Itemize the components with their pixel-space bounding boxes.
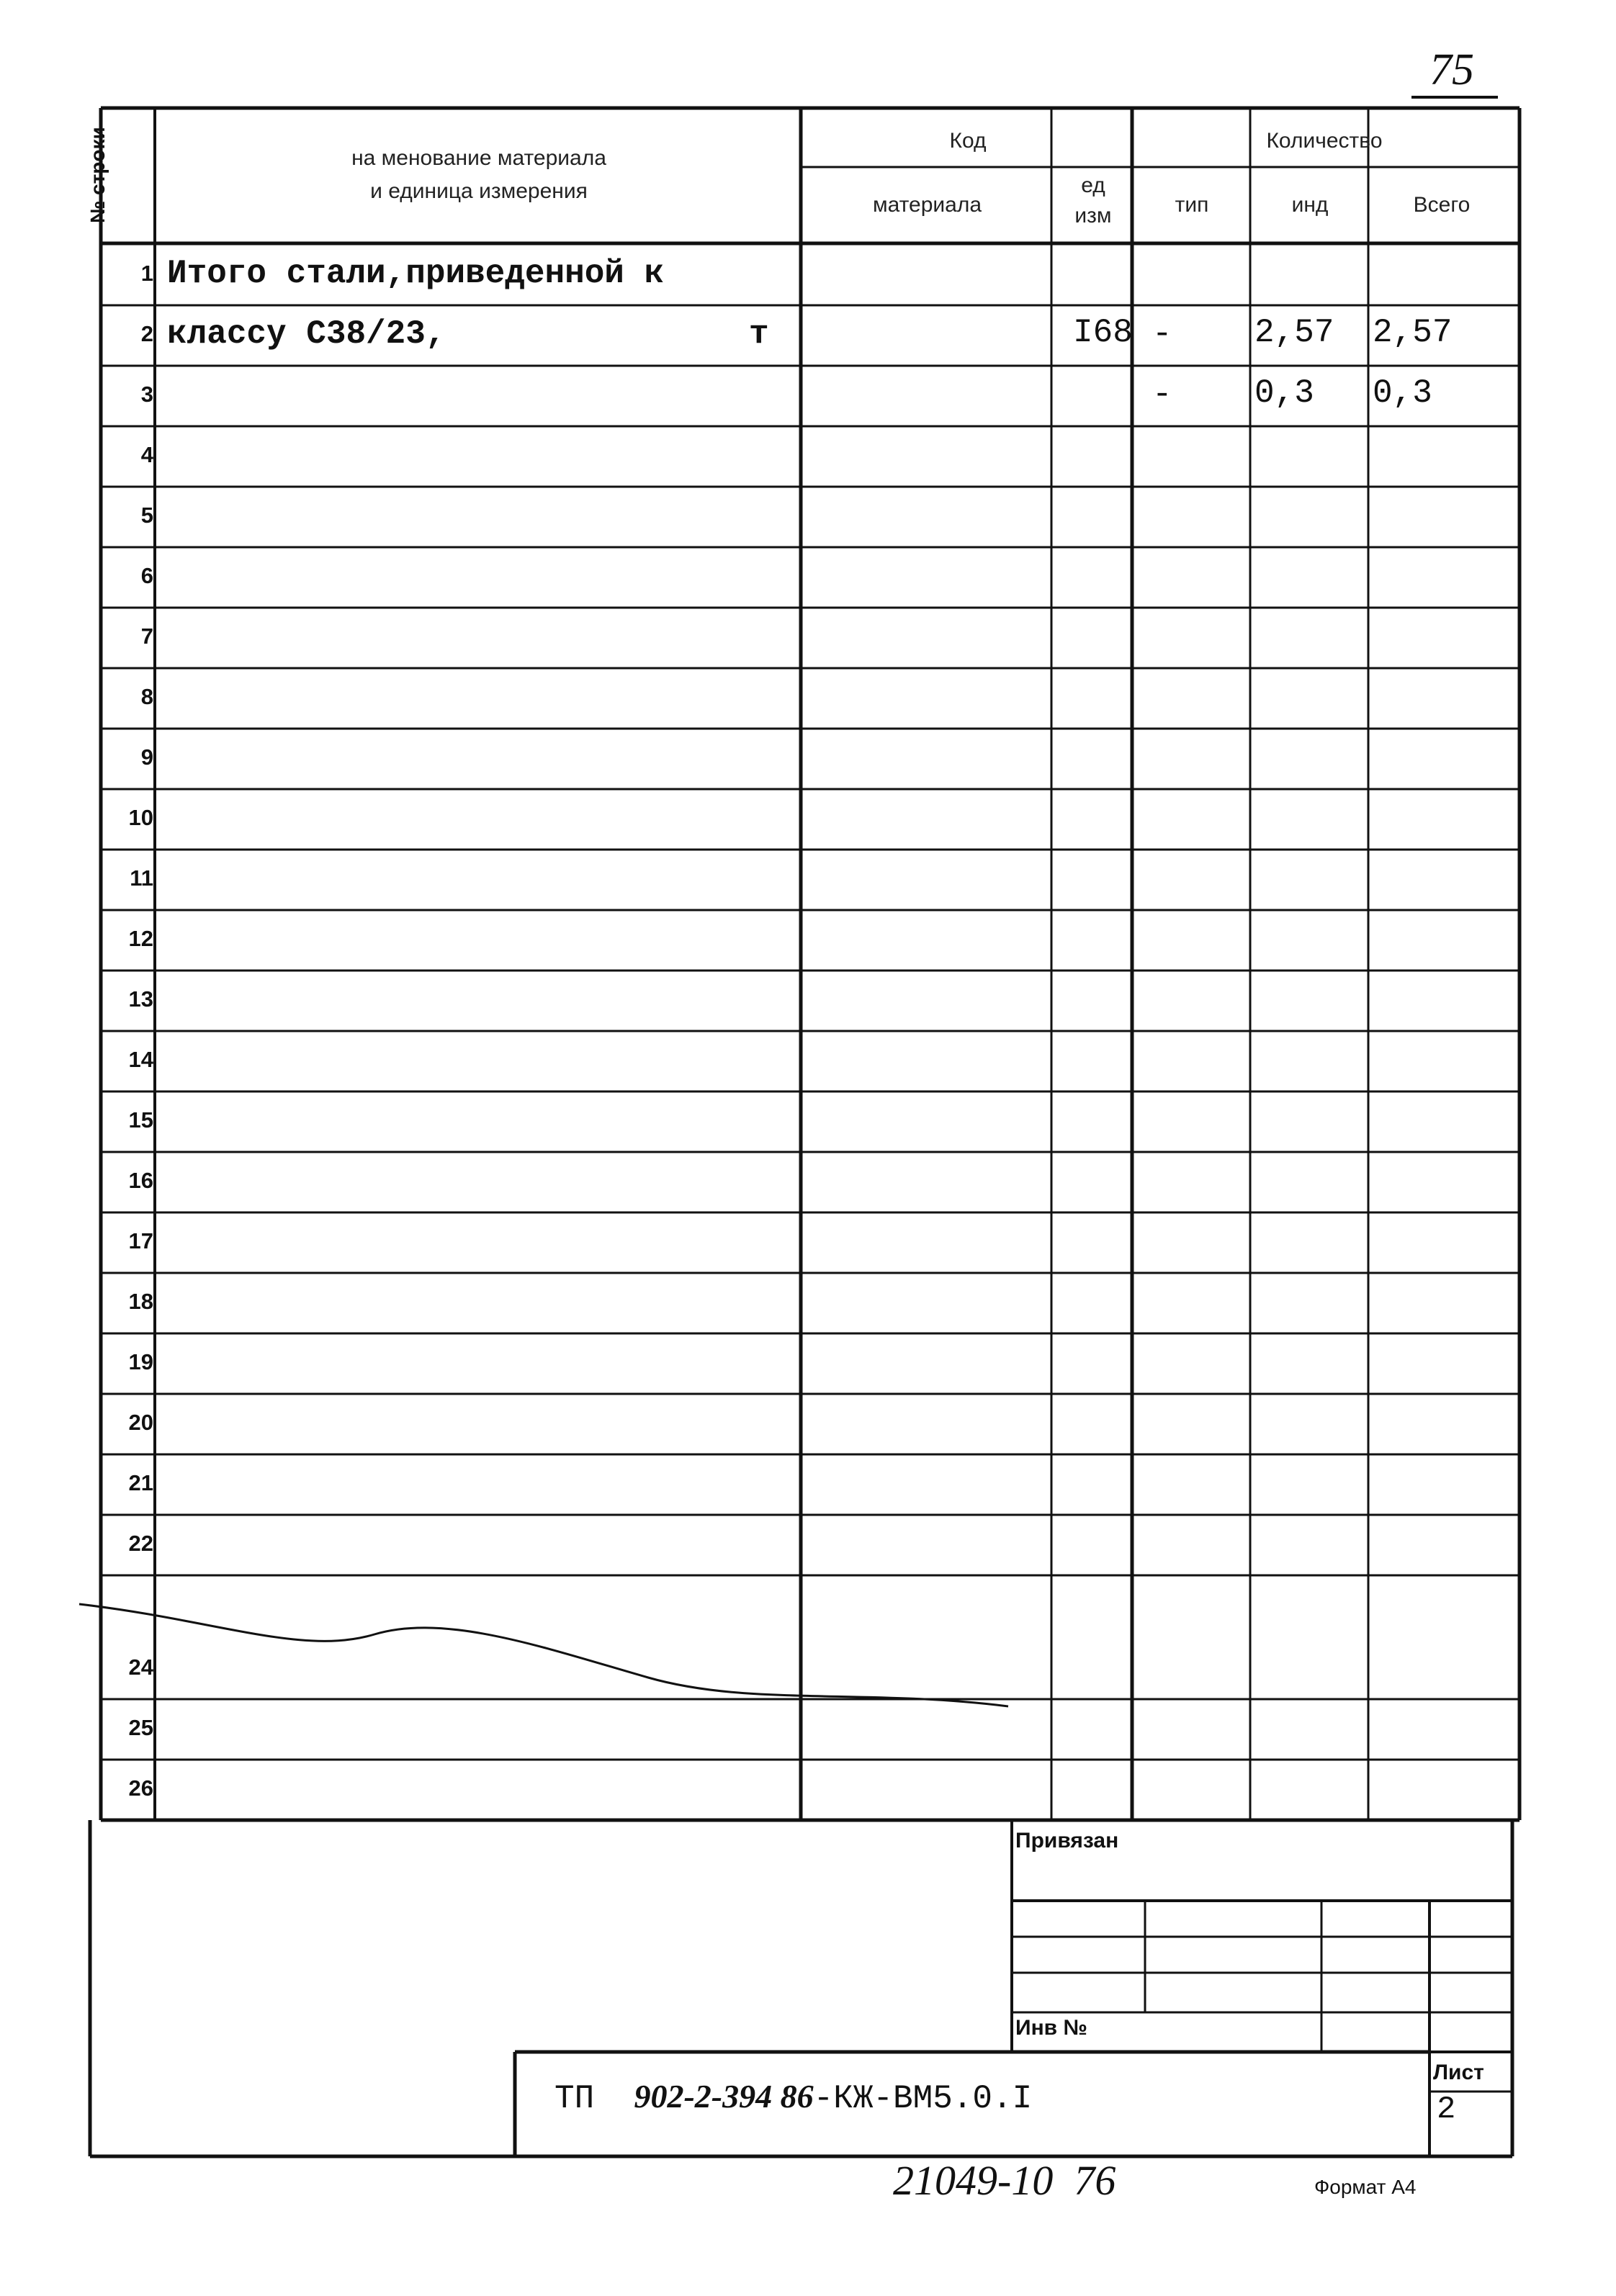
name-header-line2: и единица измерения — [370, 179, 588, 203]
row-number: 26 — [128, 1775, 153, 1801]
table-row — [104, 1212, 1516, 1273]
row-number: 12 — [128, 926, 153, 951]
row-qty-total: 2,57 — [1373, 314, 1453, 351]
row-number: 25 — [128, 1715, 153, 1740]
table-row — [104, 850, 1516, 910]
table-row — [104, 668, 1516, 729]
row-qty-total: 0,3 — [1373, 374, 1432, 412]
code-unit-header-line1: ед — [1081, 174, 1105, 197]
doc-prefix: ТП — [555, 2080, 595, 2117]
row-number: 18 — [128, 1289, 153, 1314]
table-row — [104, 910, 1516, 971]
row-number: 9 — [140, 744, 153, 770]
table-row — [104, 1091, 1516, 1152]
table-row — [104, 1760, 1516, 1820]
table-row — [104, 1031, 1516, 1091]
row-number: 11 — [130, 865, 153, 891]
row-number: 5 — [140, 503, 153, 528]
table-row — [104, 1699, 1516, 1760]
row-number: 20 — [128, 1410, 153, 1435]
code-group-header: Код — [949, 129, 987, 153]
quantity-group-header: Количество — [1266, 129, 1383, 153]
sheet-label: Лист — [1433, 2061, 1484, 2084]
table-row — [104, 1639, 1516, 1699]
page-number: 75 — [1429, 45, 1474, 94]
bound-label: Привязан — [1015, 1829, 1119, 1852]
table-row — [104, 1515, 1516, 1575]
code-unit-header-line2: изм — [1074, 204, 1112, 228]
row-name: Итого стали,приведенной к — [167, 255, 665, 292]
table-row — [104, 608, 1516, 668]
row-number: 15 — [128, 1107, 153, 1133]
table-row — [104, 487, 1516, 547]
row-number: 22 — [128, 1531, 153, 1556]
doc-suffix: -КЖ-ВМ5.0.I — [813, 2080, 1033, 2117]
row-number: 6 — [140, 563, 153, 588]
row-number: 3 — [140, 382, 153, 407]
qty-type-header: тип — [1175, 193, 1209, 217]
archive-number: 21049-10 76 — [893, 2157, 1116, 2204]
table-row — [104, 1454, 1516, 1515]
inv-label: Инв № — [1015, 2016, 1087, 2040]
qty-ind-header: инд — [1291, 193, 1329, 217]
row-number: 1 — [140, 261, 153, 286]
row-number: 8 — [140, 684, 153, 709]
format-label: Формат А4 — [1314, 2176, 1417, 2198]
sheet-number: 2 — [1437, 2092, 1456, 2128]
row-number: 4 — [140, 442, 153, 467]
row-number: 17 — [128, 1228, 153, 1253]
row-qty-type: - — [1152, 315, 1172, 353]
row-name: классу С38/23, — [167, 315, 446, 353]
row-number-header: № строки — [86, 127, 109, 223]
table-row — [104, 1152, 1516, 1212]
row-unit-code: I68 — [1073, 314, 1133, 351]
name-header-line1: на менование материала — [351, 146, 606, 170]
row-number: 19 — [128, 1349, 153, 1374]
code-material-header: материала — [872, 193, 982, 217]
row-qty-ind: 0,3 — [1254, 374, 1314, 412]
table-row — [104, 789, 1516, 850]
row-qty-type: - — [1152, 376, 1172, 413]
row-number: 21 — [128, 1470, 153, 1495]
row-number: 10 — [128, 805, 153, 830]
table-row — [104, 547, 1516, 608]
qty-total-header: Всего — [1413, 193, 1471, 217]
row-number: 7 — [140, 623, 153, 649]
table-row — [104, 1394, 1516, 1454]
row-number: 14 — [128, 1047, 153, 1072]
row-number: 24 — [128, 1655, 153, 1680]
table-row — [104, 1273, 1516, 1333]
row-unit-marker: т — [749, 315, 769, 353]
table-row — [104, 729, 1516, 789]
table-row — [104, 426, 1516, 487]
row-qty-ind: 2,57 — [1254, 314, 1334, 351]
document-code — [555, 2077, 1032, 2117]
doc-handwritten-number: 902-2-394 86 — [634, 2078, 814, 2115]
table-row — [104, 1333, 1516, 1394]
row-number: 13 — [128, 986, 153, 1012]
row-number: 16 — [128, 1168, 153, 1193]
row-number: 2 — [140, 321, 153, 346]
table-row — [104, 971, 1516, 1031]
